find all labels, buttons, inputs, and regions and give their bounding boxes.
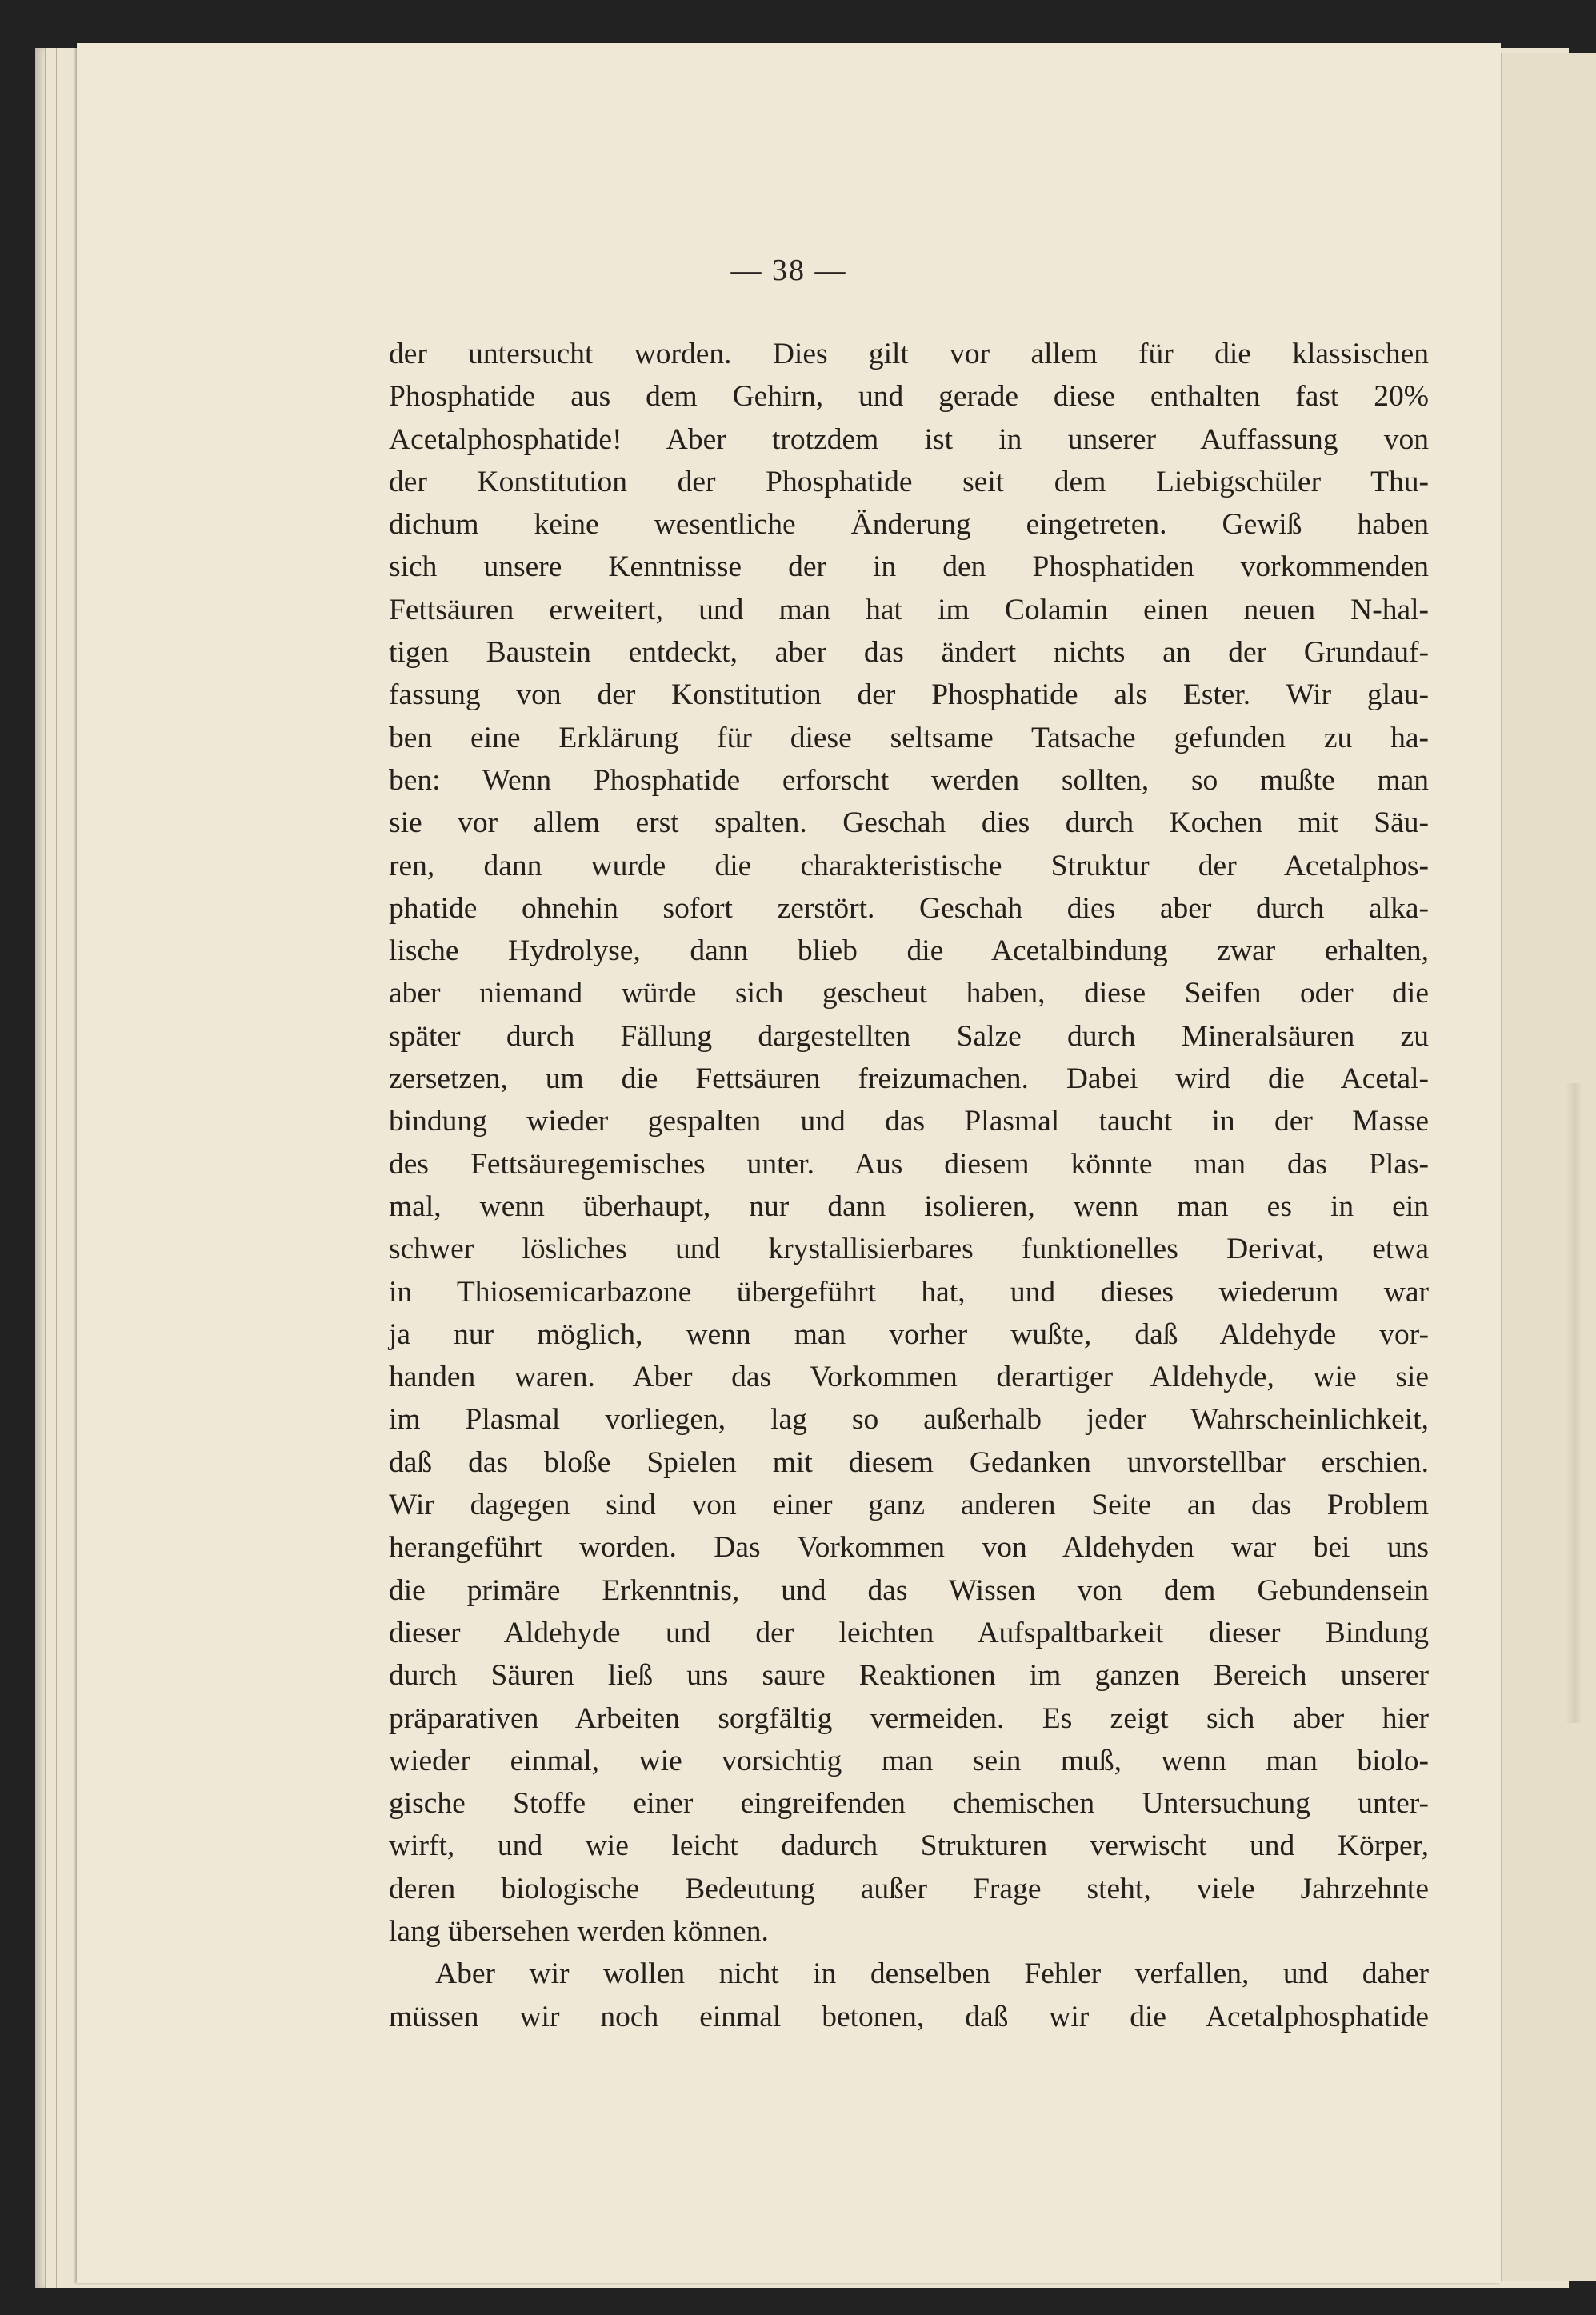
text-line: dieser Aldehyde und der leichten Aufspaltbarkeit dieser Bindung bbox=[389, 1616, 1429, 1649]
text-line: sich unsere Kenntnisse der in den Phosphatiden vorkommenden bbox=[389, 550, 1429, 584]
text-line: müssen wir noch einmal betonen, daß wir die Acetalphosphatide bbox=[389, 2000, 1429, 2033]
text-line: phatide ohnehin sofort zerstört. Geschah dies aber durch alka- bbox=[389, 891, 1429, 925]
text-line: dichum keine wesentliche Änderung eingetreten. Gewiß haben bbox=[389, 508, 1429, 542]
text-line: sie vor allem erst spalten. Geschah dies durch Kochen mit Säu- bbox=[389, 806, 1429, 840]
text-line: des Fettsäuregemisches unter. Aus diesem könnte man das Plas- bbox=[389, 1147, 1429, 1181]
text-line: in Thiosemicarbazone übergeführt hat, und dieses wiederum war bbox=[389, 1275, 1429, 1309]
text-line: Acetalphosphatide! Aber trotzdem ist in unserer Auffassung von bbox=[389, 422, 1429, 456]
text-line: deren biologische Bedeutung außer Frage steht, viele Jahrzehnte bbox=[389, 1872, 1429, 1905]
text-line: im Plasmal vorliegen, lag so außerhalb jeder Wahrscheinlichkeit, bbox=[389, 1403, 1429, 1437]
text-line: Phosphatide aus dem Gehirn, und gerade diese enthalten fast 20% bbox=[389, 380, 1429, 414]
text-line: durch Säuren ließ uns saure Reaktionen im ganzen Bereich unserer bbox=[389, 1659, 1429, 1693]
text-line: ren, dann wurde die charakteristische Struktur der Acetalphos- bbox=[389, 849, 1429, 882]
text-line: wieder einmal, wie vorsichtig man sein muß, wenn man biolo- bbox=[389, 1744, 1429, 1777]
text-line: der untersucht worden. Dies gilt vor allem für die klassischen bbox=[389, 338, 1429, 370]
page-number: — 38 — bbox=[730, 254, 847, 287]
text-line: wirft, und wie leicht dadurch Strukturen verwischt und Körper, bbox=[389, 1829, 1429, 1863]
text-line: tigen Baustein entdeckt, aber das ändert nichts an der Grundauf- bbox=[389, 636, 1429, 670]
text-line: Wir dagegen sind von einer ganz anderen Seite an das Problem bbox=[389, 1489, 1429, 1522]
text-line: aber niemand würde sich gescheut haben, diese Seifen oder die bbox=[389, 977, 1429, 1010]
book-page bbox=[77, 43, 1501, 2283]
page-fold bbox=[1565, 1083, 1582, 1723]
text-line: präparativen Arbeiten sorgfältig vermeiden. Es zeigt sich aber hier bbox=[389, 1701, 1429, 1735]
text-line: herangeführt worden. Das Vorkommen von Aldehyden war bei uns bbox=[389, 1531, 1429, 1565]
text-line: daß das bloße Spielen mit diesem Gedanken unvorstellbar erschien. bbox=[389, 1445, 1429, 1479]
text-line: später durch Fällung dargestellten Salze durch Mineralsäuren zu bbox=[389, 1019, 1429, 1053]
text-line: ja nur möglich, wenn man vorher wußte, daß Aldehyde vor- bbox=[389, 1317, 1429, 1351]
text-line: mal, wenn überhaupt, nur dann isolieren, wenn man es in ein bbox=[389, 1189, 1429, 1223]
text-line: Fettsäuren erweitert, und man hat im Colamin einen neuen N-hal- bbox=[389, 593, 1429, 626]
text-line: lang übersehen werden können. bbox=[389, 1914, 769, 1948]
text-line: lische Hydrolyse, dann blieb die Acetalbindung zwar erhalten, bbox=[389, 934, 1429, 968]
text-line: bindung wieder gespalten und das Plasmal taucht in der Masse bbox=[389, 1105, 1429, 1138]
text-line: der Konstitution der Phosphatide seit dem Liebigschüler Thu- bbox=[389, 465, 1429, 498]
text-line: fassung von der Konstitution der Phosphatide als Ester. Wir glau- bbox=[389, 678, 1429, 712]
text-line: gische Stoffe einer eingreifenden chemischen Untersuchung unter- bbox=[389, 1787, 1429, 1821]
text-line: Aber wir wollen nicht in denselben Fehler verfallen, und daher bbox=[435, 1957, 1429, 1991]
text-line: schwer lösliches und krystallisierbares funktionelles Derivat, etwa bbox=[389, 1233, 1429, 1266]
text-line: ben: Wenn Phosphatide erforscht werden sollten, so mußte man bbox=[389, 763, 1429, 797]
text-line: handen waren. Aber das Vorkommen derartiger Aldehyde, wie sie bbox=[389, 1361, 1429, 1394]
body-text bbox=[389, 333, 1429, 2038]
text-line: zersetzen, um die Fettsäuren freizumachen. Dabei wird die Acetal- bbox=[389, 1062, 1429, 1096]
text-line: ben eine Erklärung für diese seltsame Tatsache gefunden zu ha- bbox=[389, 721, 1429, 754]
text-line: die primäre Erkenntnis, und das Wissen von dem Gebundensein bbox=[389, 1573, 1429, 1607]
